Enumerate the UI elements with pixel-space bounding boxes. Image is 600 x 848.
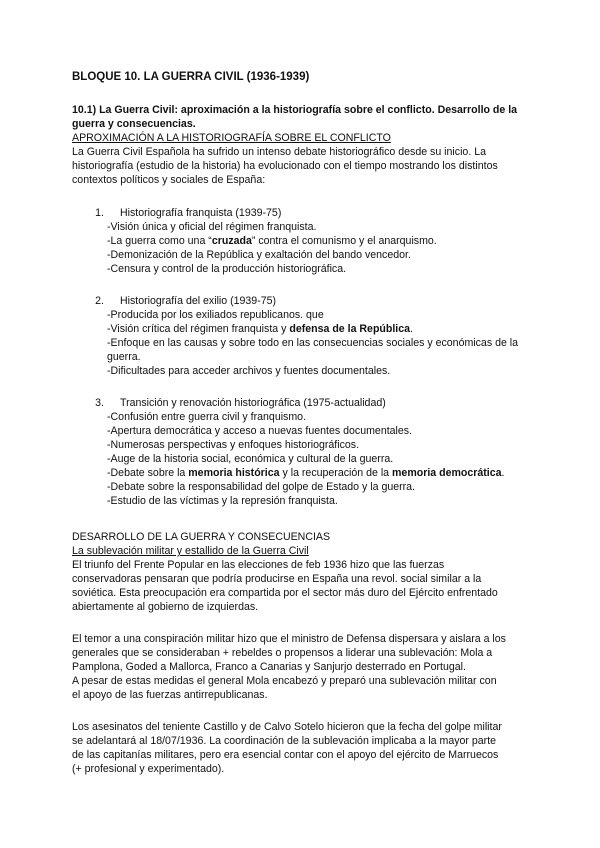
paragraph-line: abiertamente al gobierno de izquierdas. [72,601,259,613]
list-title-text: Historiografía franquista (1939-75) [120,207,282,219]
paragraph [72,558,542,614]
bullet-line: -Estudio de las víctimas y la represión franquista. [107,495,338,507]
bullet-line: -Apertura democrática y acceso a nuevas fuentes documentales. [107,425,413,437]
paragraph-line: El triunfo del Frente Popular en las elecciones de feb 1936 hizo que las fuerzas [72,559,445,571]
section2-heading: DESARROLLO DE LA GUERRA Y CONSECUENCIAS [72,531,331,543]
bullet-line: -Confusión entre guerra civil y franquismo. [107,411,307,423]
bullet-line: -Debate sobre la memoria histórica y la recuperación de la memoria democrática. [107,467,505,479]
list-title-text: Transición y renovación historiográfica (1975-actualidad) [120,397,386,409]
list-item-bullets [107,410,542,508]
list-number: 2. [95,295,104,307]
list-item-bullets [107,308,542,378]
paragraph-line: soviética. Esta preocupación era compartida por el sector más duro del Ejército enfrentado [72,587,498,599]
section-subtitle: 10.1) La Guerra Civil: aproximación a la historiografía sobre el conflicto. Desarrollo de la guerra y consecuencias. [72,104,518,130]
intro-line: La Guerra Civil Española ha sufrido un intenso debate historiográfico desde su inicio. La [72,146,486,158]
intro-line: historiografía (estudio de la historia) ha evolucionado con el tiempo mostrando los distintos [72,160,498,172]
bullet-line: -Demonización de la República y exaltación del bando vencedor. [107,249,411,261]
paragraph-line: conservadoras pensaran que podría producirse en España una revol. social similar a la [72,573,482,585]
bold-term: memoria democrática [392,467,502,479]
paragraph-line: El temor a una conspiración militar hizo que el ministro de Defensa dispersara y aislara a los [72,633,506,645]
list-title-text: Historiografía del exilio (1939-75) [120,295,277,307]
intro-line: contextos políticos y sociales de España: [72,174,266,186]
bold-term: defensa de la República [289,323,411,335]
paragraph-line: generales que se consideraban + rebeldes o propensos a liderar una sublevación: Mola a [72,647,493,659]
document-title: BLOQUE 10. LA GUERRA CIVIL (1936-1939) [72,71,310,83]
bullet-line: -Auge de la historia social, económica y cultural de la guerra. [107,453,394,465]
list-number: 1. [95,207,104,219]
paragraph-line: se adelantará al 18/07/1936. La coordinación de la sublevación implicaba a la mayor parte [72,735,497,747]
paragraph-line: (+ profesional y experimentado). [72,763,225,775]
section1-heading: APROXIMACIÓN A LA HISTORIOGRAFÍA SOBRE EL CONFLICTO [72,132,391,144]
bullet-line: -Numerosas perspectivas y enfoques historiográficos. [107,439,360,451]
paragraph [72,632,542,702]
paragraph-line: de las capitanías militares, pero era esencial contar con el apoyo del ejército de Marruecos [72,749,499,761]
bold-term: cruzada [211,235,252,247]
bullet-line: -Censura y control de la producción historiográfica. [107,263,347,275]
bullet-line: -Dificultades para acceder archivos y fuentes documentales. [107,365,391,377]
section2-subheading: La sublevación militar y estallido de la Guerra Civil [72,545,309,557]
bullet-line: -Enfoque en las causas y sobre todo en las consecuencias sociales y económicas de la guerra. [107,337,519,363]
paragraph-line: A pesar de estas medidas el general Mola encabezó y preparó una sublevación militar con [72,675,497,687]
bullet-line: -Visión única y oficial del régimen franquista. [107,221,317,233]
paragraph-line: Los asesinatos del teniente Castillo y de Calvo Sotelo hicieron que la fecha del golpe militar [72,721,502,733]
bullet-line: -Debate sobre la responsabilidad del golpe de Estado y la guerra. [107,481,416,493]
list-number: 3. [95,397,104,409]
list-item-bullets [107,220,542,276]
bullet-line: -Visión crítica del régimen franquista y defensa de la República. [107,323,413,335]
paragraph-line: Pamplona, Goded a Mallorca, Franco a Canarias y Sanjurjo desterrado en Portugal. [72,661,466,673]
paragraph-line: el apoyo de las fuerzas antirrepublicanas. [72,689,268,701]
intro-paragraph [72,145,542,187]
paragraph [72,720,542,776]
bullet-line: -Producida por los exiliados republicanos. que [107,309,324,321]
bold-term: memoria histórica [188,467,280,479]
bullet-line: -La guerra como una “cruzada” contra el comunismo y el anarquismo. [107,235,437,247]
